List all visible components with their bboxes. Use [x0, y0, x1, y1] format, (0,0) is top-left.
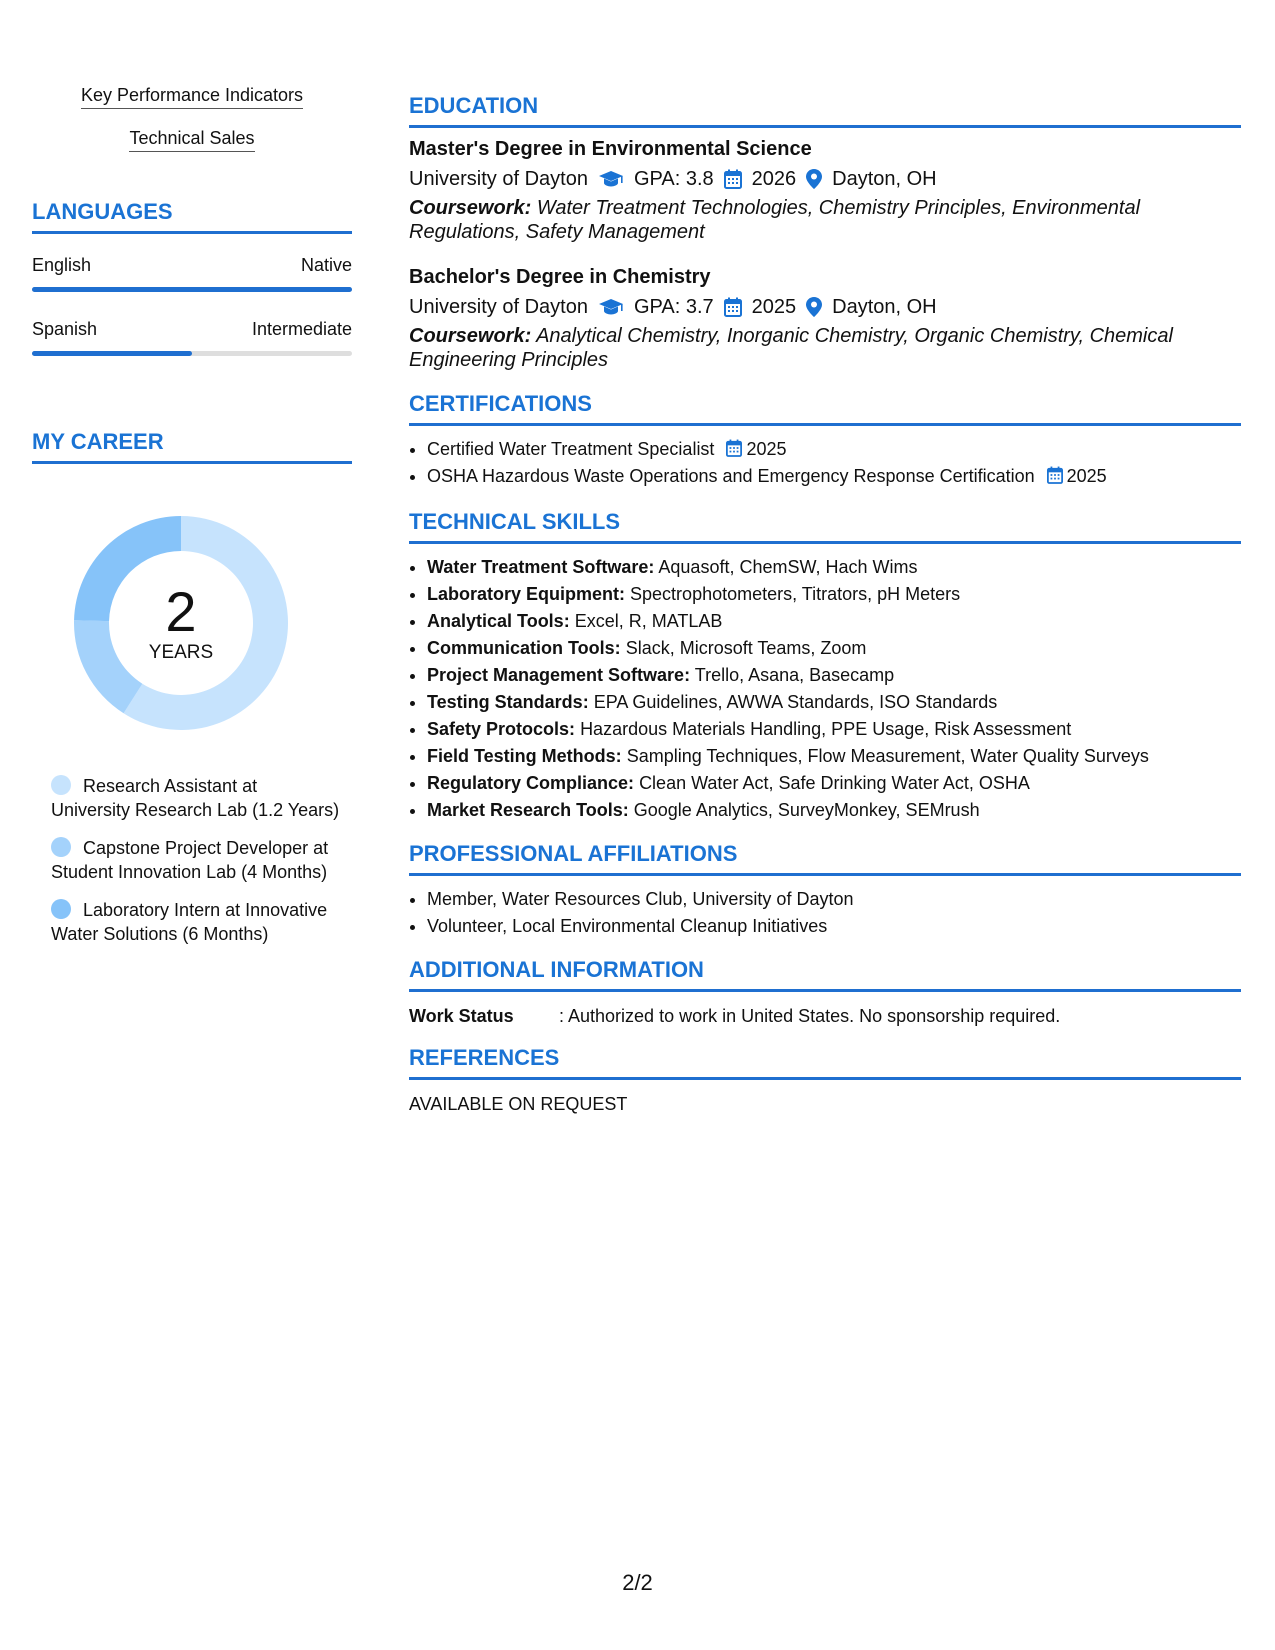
calendar-icon: [1047, 466, 1063, 484]
references-text: AVAILABLE ON REQUEST: [409, 1094, 628, 1114]
career-role: Research Assistant at University Research Lab (1.2 Years): [51, 776, 340, 820]
language-item: [32, 254, 352, 292]
languages-section: [32, 198, 352, 356]
graduation-year: 2025: [751, 296, 797, 318]
work-status-value: : Authorized to work in United States. No sponsorship required.: [559, 1006, 1061, 1026]
skill-value: Trello, Asana, Basecamp: [694, 665, 895, 685]
gpa: GPA: 3.7: [633, 296, 714, 318]
certification-item: [427, 436, 1241, 463]
skill-value: Spectrophotometers, Titrators, pH Meters: [630, 584, 961, 604]
section-title: CERTIFICATIONS: [409, 391, 592, 416]
school-name: University of Dayton: [409, 168, 588, 190]
section-divider: [409, 873, 1241, 876]
coursework-label: Coursework:: [409, 197, 532, 219]
language-proficiency-bar: [32, 287, 352, 292]
references-section: [409, 1044, 1241, 1116]
skill-label: Laboratory Equipment:: [427, 584, 626, 604]
skill-item: [427, 689, 1241, 716]
calendar-icon: [724, 169, 742, 189]
career-role: Capstone Project Developer at Student Innovation Lab (4 Months): [51, 838, 329, 882]
graduation-cap-icon: [598, 298, 624, 316]
degree-title: Master's Degree in Environmental Science: [409, 138, 812, 160]
school-location: Dayton, OH: [832, 296, 937, 318]
career-legend: [51, 774, 341, 946]
section-divider: [409, 1077, 1241, 1080]
skill-item: [427, 581, 1241, 608]
location-pin-icon: [806, 169, 822, 189]
coursework: [409, 196, 1241, 244]
career-legend-item: [51, 898, 341, 946]
skill-item: [427, 635, 1241, 662]
legend-dot: [51, 775, 71, 795]
affiliation-item: • Member, Water Resources Club, University of Dayton: [427, 886, 1241, 913]
graduation-cap-icon: [598, 170, 624, 188]
career-section: [32, 428, 352, 946]
skill-value: Google Analytics, SurveyMonkey, SEMrush: [633, 800, 980, 820]
section-title: PROFESSIONAL AFFILIATIONS: [409, 841, 738, 866]
language-proficiency-fill: [32, 287, 352, 292]
calendar-icon: [724, 297, 742, 317]
skill-value: Slack, Microsoft Teams, Zoom: [625, 638, 867, 658]
section-title: REFERENCES: [409, 1045, 560, 1070]
section-divider: [32, 461, 352, 464]
language-proficiency-fill: [32, 351, 192, 356]
left-column: [32, 84, 352, 960]
skill-list: [409, 554, 1241, 824]
section-divider: [32, 231, 352, 234]
education-item: [409, 264, 1241, 372]
skill-label: Communication Tools:: [427, 638, 621, 658]
graduation-year: 2026: [751, 168, 797, 190]
location-pin-icon: [806, 297, 822, 317]
coursework-label: Coursework:: [409, 325, 532, 347]
additional-info-section: [409, 956, 1241, 1028]
certification-name: OSHA Hazardous Waste Operations and Emergency Response Certification: [427, 466, 1035, 486]
skill-value: Hazardous Materials Handling, PPE Usage, Risk Assessment: [580, 719, 1072, 739]
calendar-icon: [726, 439, 742, 457]
career-total-years: 2: [165, 580, 197, 643]
section-divider: [409, 423, 1241, 426]
skill-label: Market Research Tools:: [427, 800, 629, 820]
skill-value: Clean Water Act, Safe Drinking Water Act, OSHA: [639, 773, 1030, 793]
career-role: Laboratory Intern at Innovative Water Solutions (6 Months): [51, 900, 328, 944]
work-status-row: [409, 1004, 1241, 1028]
section-title: MY CAREER: [32, 429, 164, 454]
skill-label: Regulatory Compliance:: [427, 773, 635, 793]
tag: Technical Sales: [129, 127, 254, 152]
language-item: [32, 318, 352, 356]
language-level: Intermediate: [251, 319, 352, 339]
certification-list: [409, 436, 1241, 490]
section-title: TECHNICAL SKILLS: [409, 509, 621, 534]
skill-label: Project Management Software:: [427, 665, 691, 685]
coursework-list: Water Treatment Technologies, Chemistry Principles, Environmental Regulations, Safety Management: [409, 197, 1141, 243]
gpa: GPA: 3.8: [633, 168, 714, 190]
coursework-list: Analytical Chemistry, Inorganic Chemistry, Organic Chemistry, Chemical Engineering Principles: [409, 325, 1173, 371]
skill-label: Field Testing Methods:: [427, 746, 622, 766]
skill-item: [427, 716, 1241, 743]
certification-name: Certified Water Treatment Specialist: [427, 439, 715, 459]
skills-section: [409, 508, 1241, 824]
section-divider: [409, 541, 1241, 544]
affiliations-section: [409, 840, 1241, 940]
language-name: Spanish: [32, 319, 98, 339]
section-title: EDUCATION: [409, 93, 539, 118]
section-title: LANGUAGES: [32, 199, 173, 224]
school-location: Dayton, OH: [832, 168, 937, 190]
career-legend-item: [51, 836, 341, 884]
tag-list: [32, 84, 352, 170]
skill-label: Analytical Tools:: [427, 611, 570, 631]
section-divider: [409, 125, 1241, 128]
education-section: [409, 92, 1241, 372]
certifications-section: [409, 390, 1241, 490]
language-proficiency-bar: [32, 351, 352, 356]
career-total-unit: YEARS: [148, 642, 214, 663]
skill-item: [427, 554, 1241, 581]
affiliation-item: • Volunteer, Local Environmental Cleanup Initiatives: [427, 913, 1241, 940]
section-divider: [409, 989, 1241, 992]
section-title: ADDITIONAL INFORMATION: [409, 957, 704, 982]
legend-dot: [51, 837, 71, 857]
skill-item: [427, 743, 1241, 770]
career-legend-item: [51, 774, 341, 822]
language-name: English: [32, 255, 92, 275]
skill-value: Aquasoft, ChemSW, Hach Wims: [658, 557, 918, 577]
skill-item: [427, 662, 1241, 689]
page-number: 2/2: [622, 1570, 653, 1595]
language-level: Native: [300, 255, 352, 275]
skill-item: [427, 770, 1241, 797]
skill-value: Excel, R, MATLAB: [574, 611, 723, 631]
tag: Key Performance Indicators: [81, 84, 303, 109]
certification-year: 2025: [1066, 466, 1107, 486]
skill-value: EPA Guidelines, AWWA Standards, ISO Standards: [593, 692, 998, 712]
affiliation-list: [409, 886, 1241, 940]
legend-dot: [51, 899, 71, 919]
certification-year: 2025: [746, 439, 787, 459]
right-column: [409, 92, 1241, 1116]
certification-item: [427, 463, 1241, 490]
school-name: University of Dayton: [409, 296, 588, 318]
coursework: [409, 324, 1241, 372]
skill-label: Water Treatment Software:: [427, 557, 655, 577]
skill-label: Testing Standards:: [427, 692, 589, 712]
career-donut-chart: [66, 508, 296, 738]
work-status-label: Work Status: [409, 1006, 514, 1026]
degree-title: Bachelor's Degree in Chemistry: [409, 266, 711, 288]
skill-value: Sampling Techniques, Flow Measurement, Water Quality Surveys: [626, 746, 1149, 766]
skill-label: Safety Protocols:: [427, 719, 576, 739]
education-item: [409, 136, 1241, 244]
skill-item: [427, 797, 1241, 824]
skill-item: [427, 608, 1241, 635]
